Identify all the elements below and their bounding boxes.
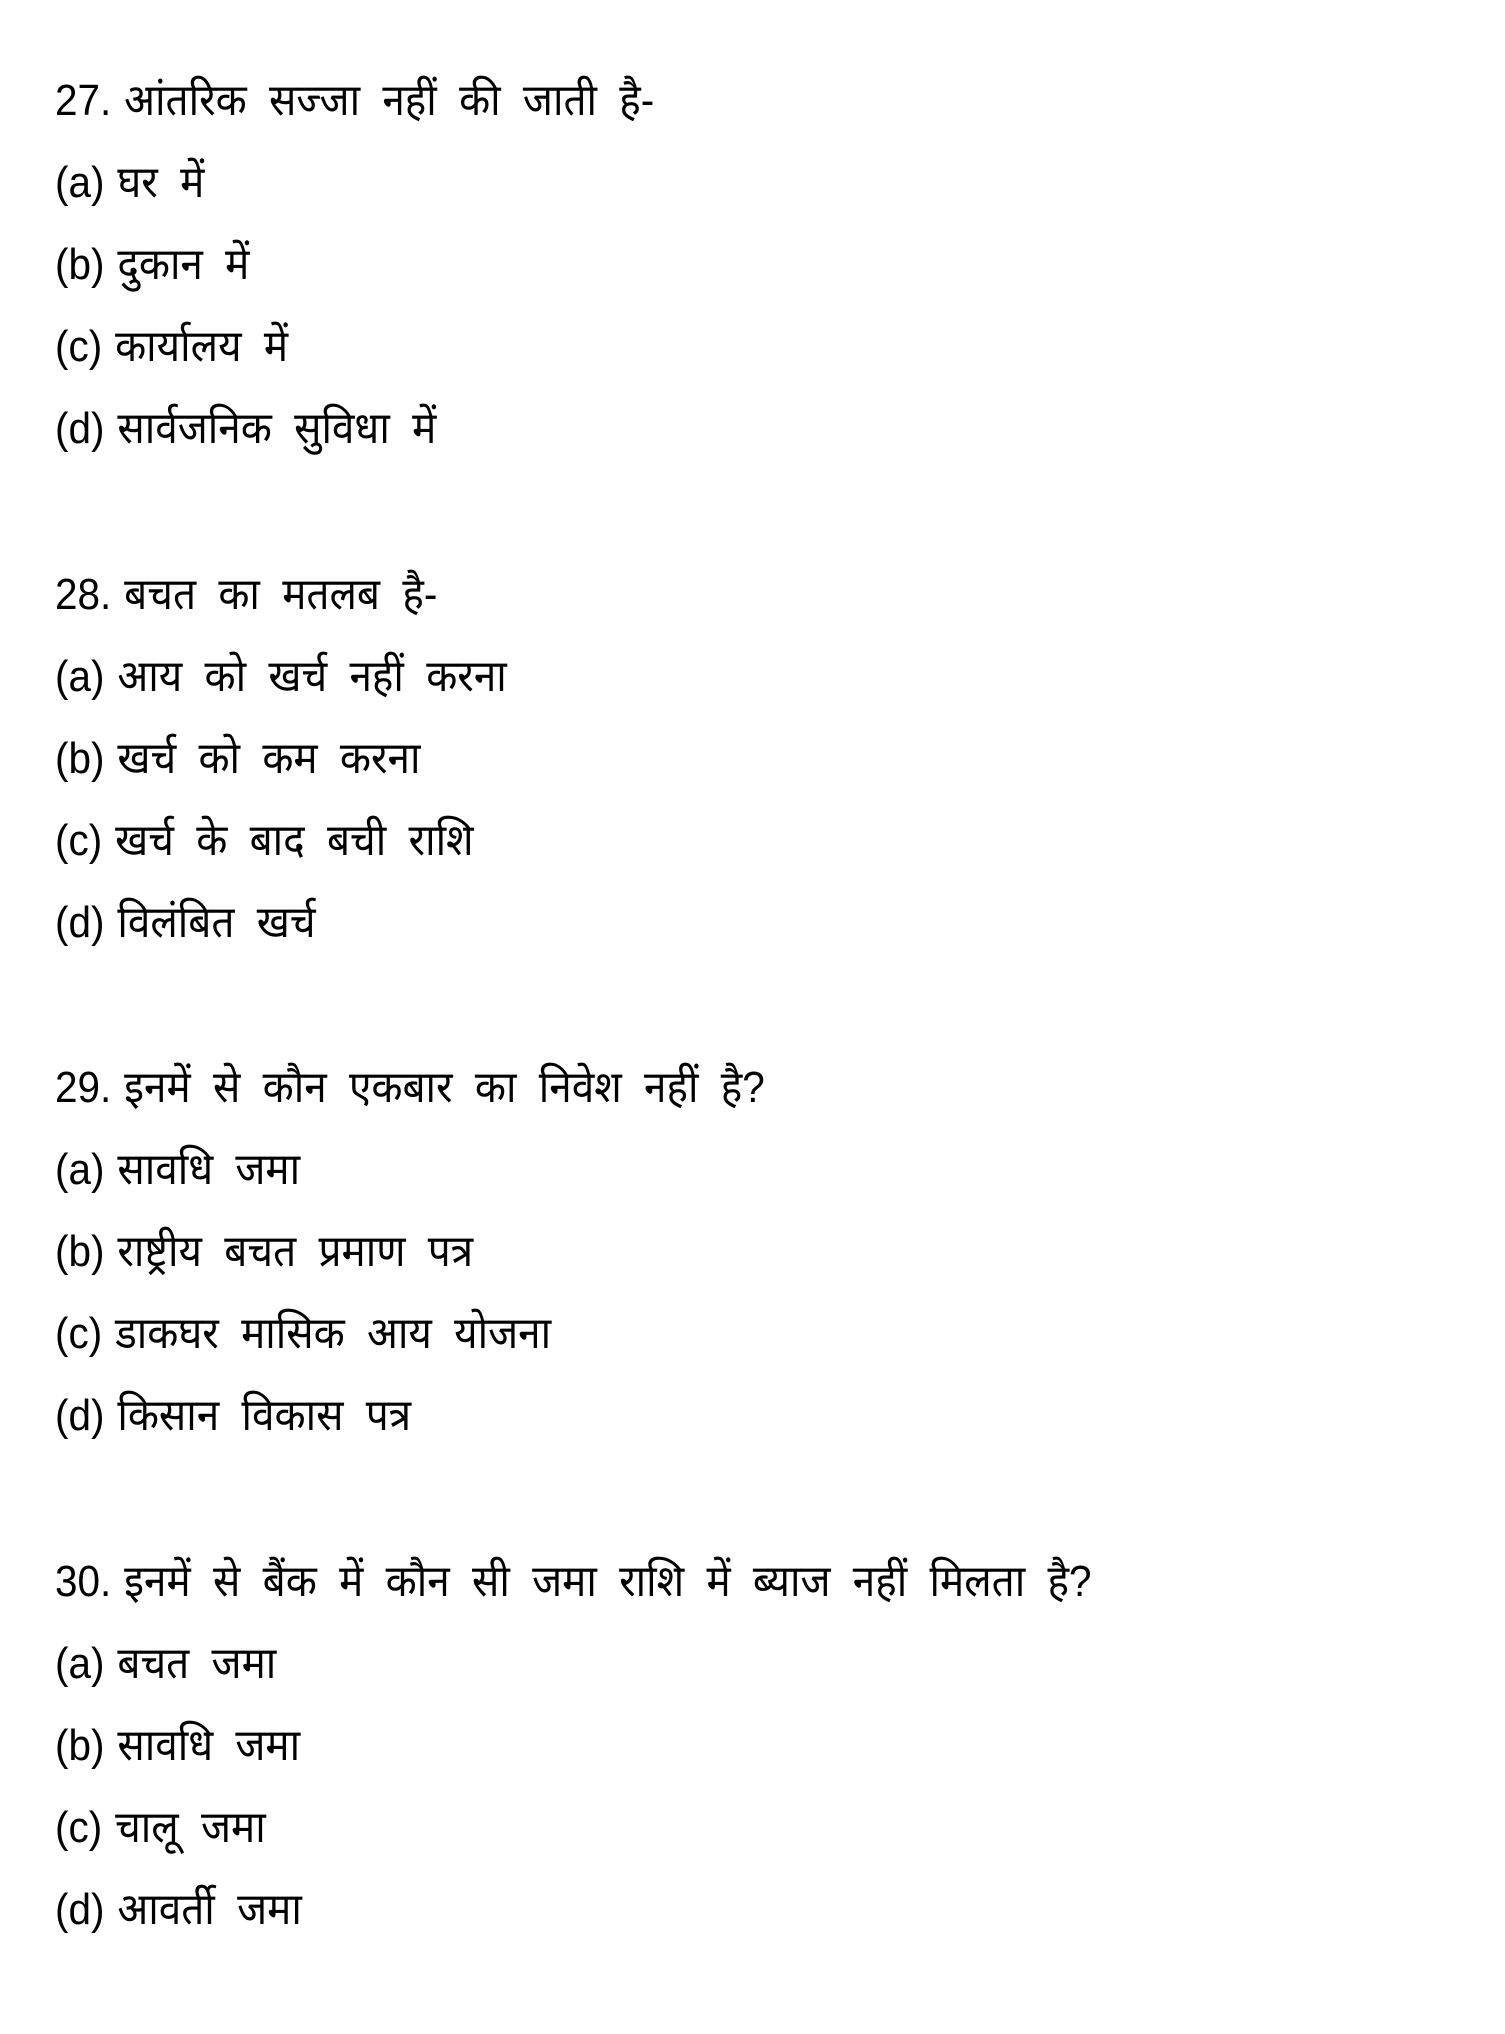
option-b: [55, 237, 249, 293]
option-text: डाकघर मासिक आय योजना: [115, 1309, 552, 1358]
question-text: आंतरिक सज्जा नहीं की जाती है-: [124, 76, 655, 125]
option-label: (b): [55, 240, 105, 289]
option-label: (a): [55, 1639, 105, 1688]
option-text: बचत जमा: [117, 1639, 277, 1688]
question-4: [55, 1554, 1092, 1610]
option-label: (d): [55, 404, 105, 453]
option-text: दुकान में: [117, 240, 250, 289]
option-c: [55, 319, 288, 375]
question-number: 30.: [55, 1557, 112, 1606]
option-b: [55, 1224, 473, 1280]
option-text: घर में: [117, 158, 205, 207]
option-label: (d): [55, 898, 105, 947]
option-label: (c): [55, 1309, 103, 1358]
option-b: [55, 1718, 300, 1774]
question-number: 27.: [55, 76, 112, 125]
option-label: (c): [55, 322, 103, 371]
option-d: [55, 895, 316, 951]
option-c: [55, 813, 474, 869]
option-label: (c): [55, 1803, 103, 1852]
option-c: [55, 1306, 551, 1362]
question-text: इनमें से बैंक में कौन सी जमा राशि में ब्याज नहीं मिलता है?: [124, 1557, 1092, 1606]
question-text: इनमें से कौन एकबार का निवेश नहीं है?: [124, 1063, 765, 1112]
option-b: [55, 731, 421, 787]
option-text: सावधि जमा: [117, 1145, 301, 1194]
option-d: [55, 401, 436, 457]
option-label: (a): [55, 1145, 105, 1194]
question-2: [55, 567, 437, 623]
option-d: [55, 1388, 411, 1444]
option-text: विलंबित खर्च: [117, 898, 316, 947]
option-a: [55, 155, 204, 211]
option-text: सावधि जमा: [117, 1721, 301, 1770]
option-c: [55, 1800, 266, 1856]
option-text: खर्च के बाद बची राशि: [115, 816, 474, 865]
option-label: (b): [55, 734, 105, 783]
option-label: (d): [55, 1391, 105, 1440]
option-text: चालू जमा: [115, 1803, 266, 1852]
question-text: बचत का मतलब है-: [124, 570, 438, 619]
option-a: [55, 1142, 300, 1198]
question-1: [55, 73, 654, 129]
question-3: [55, 1060, 765, 1116]
option-text: सार्वजनिक सुविधा में: [117, 404, 437, 453]
option-a: [55, 649, 507, 705]
option-label: (a): [55, 158, 105, 207]
question-number: 28.: [55, 570, 112, 619]
option-text: खर्च को कम करना: [117, 734, 421, 783]
option-text: आवर्ती जमा: [117, 1885, 302, 1934]
option-label: (c): [55, 816, 103, 865]
option-label: (a): [55, 652, 105, 701]
question-number: 29.: [55, 1063, 112, 1112]
option-text: आय को खर्च नहीं करना: [117, 652, 507, 701]
option-label: (b): [55, 1721, 105, 1770]
option-text: कार्यालय में: [115, 322, 289, 371]
option-a: [55, 1636, 276, 1692]
option-d: [55, 1882, 302, 1938]
option-text: राष्ट्रीय बचत प्रमाण पत्र: [117, 1227, 474, 1276]
option-label: (d): [55, 1885, 105, 1934]
option-label: (b): [55, 1227, 105, 1276]
option-text: किसान विकास पत्र: [117, 1391, 412, 1440]
